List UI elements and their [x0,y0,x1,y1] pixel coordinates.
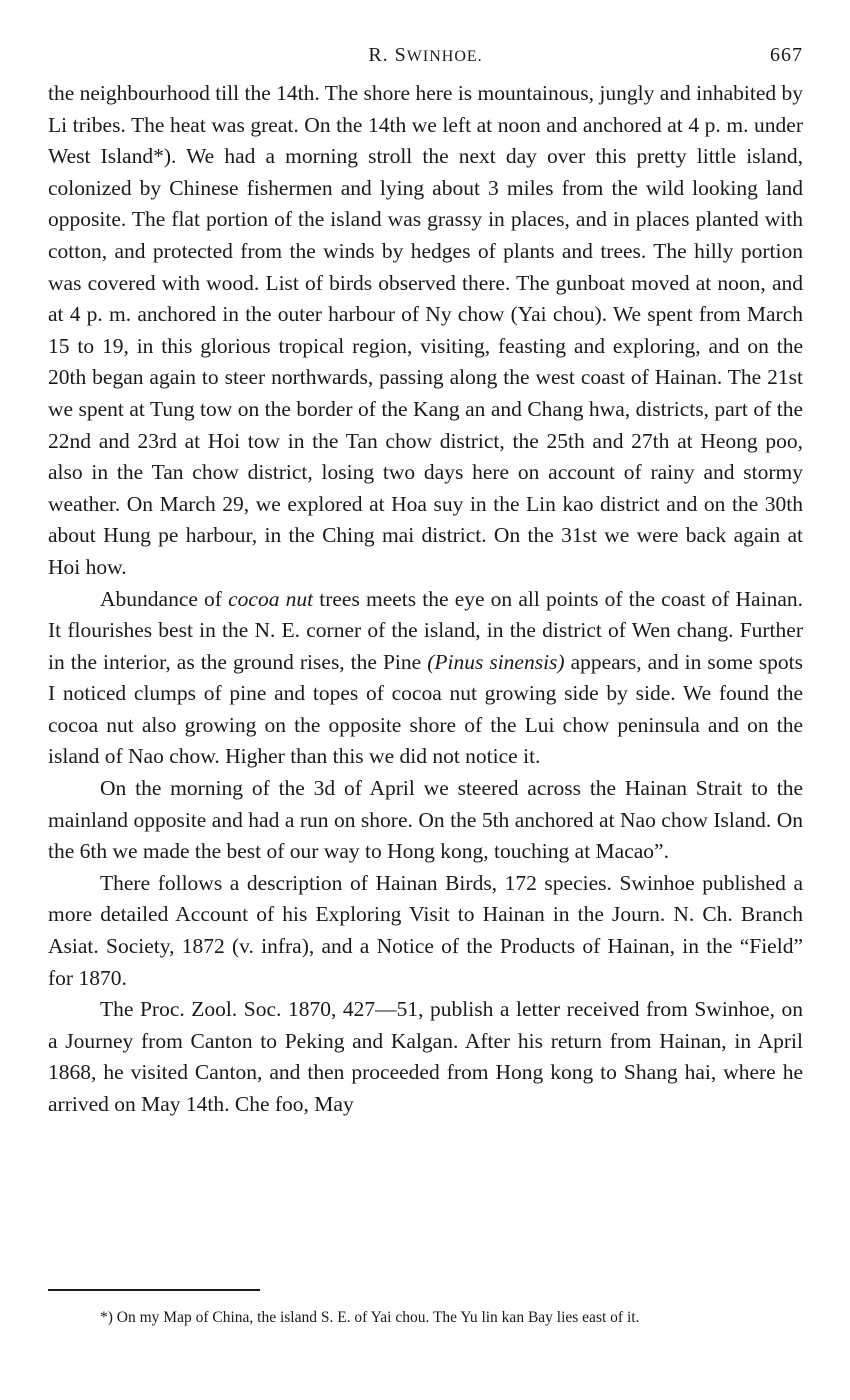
footnote: *) On my Map of China, the island S. E. of Yai chou. The Yu lin kan Bay lies east of it. [100,1309,640,1326]
paragraph-3: On the morning of the 3d of April we steered across the Hainan Strait to the mainland opposite and had a run on shore. On the 5th anchored at Nao chow Island. On the 6th we made the best of our way to Hong kong, touching at Macao”. [48,776,803,864]
page [48,44,803,1121]
italic-cocoa-nut: cocoa nut [228,586,314,611]
running-head [48,44,803,78]
italic-pinus-sinensis: (Pinus sinensis) [427,649,565,674]
running-title-initial: R. S [368,44,407,66]
paragraph-4: There follows a description of Hainan Birds, 172 species. Swinhoe published a more detailed Account of his Exploring Visit to Hainan in the Journ. N. Ch. Branch Asiat. Society, 1872 (v. infra), and a Notice of the Products of Hainan, in the “Field” for 1870. [48,870,803,990]
running-title-rest: WINHOE. [406,48,483,65]
running-title [48,44,803,67]
paragraph-2 [48,584,803,774]
paragraph-2-middle: trees meets the eye on all points of the coast of Hainan. It flourishes best in the N. E. corner of the island, in the district of Wen chang. Further in the interior, as the ground rises, the Pine [48,586,803,674]
paragraph-5: The Proc. Zool. Soc. 1870, 427—51, publish a letter received from Swinhoe, on a Journey from Canton to Peking and Kalgan. After his return from Hainan, in April 1868, he visited Canton, and then proceeded from Hong kong to Shang hai, where he arrived on May 14th. Che foo, May [48,997,803,1116]
footnote-rule [48,1289,260,1291]
paragraph-1: the neighbourhood till the 14th. The shore here is mountainous, jungly and inhabited by Li tribes. The heat was great. On the 14th we left at noon and anchored at 4 p. m. under West Island*). We had a morning stroll the next day over this pretty little island, colonized by Chinese fishermen and lying about 3 miles from the wild looking land opposite. The flat portion of the island was grassy in places, and in places planted with cotton, and protected from the winds by hedges of plants and trees. The hilly portion was covered with wood. List of birds observed there. The gunboat moved at noon, and at 4 p. m. anchored in the outer harbour of Ny chow (Yai chou). We spent from March 15 to 19, in this glorious tropical region, visiting, feasting and exploring, and on the 20th began again to steer northwards, passing along the west coast of Hainan. The 21st we spent at Tung tow on the border of the Kang an and Chang hwa, districts, part of the 22nd and 23rd at Hoi tow in the Tan chow district, the 25th and 27th at Heong poo, also in the Tan chow district, losing two days here on account of rainy and stormy weather. On March 29, we explored at Hoa suy in the Lin kao district and on the 30th about Hung pe harbour, in the Ching mai district. On the 31st we were back again at Hoi how. [48,81,803,579]
paragraph-2-start: Abundance of [100,586,229,611]
body-text [48,78,803,1121]
paragraph-2-end: appears, and in some spots I noticed clumps of pine and topes of cocoa nut growing side by side. We found the cocoa nut also growing on the opposite shore of the Lui chow peninsula and on the island of Nao chow. Higher than this we did not notice it. [48,649,803,769]
page-number: 667 [770,44,803,66]
